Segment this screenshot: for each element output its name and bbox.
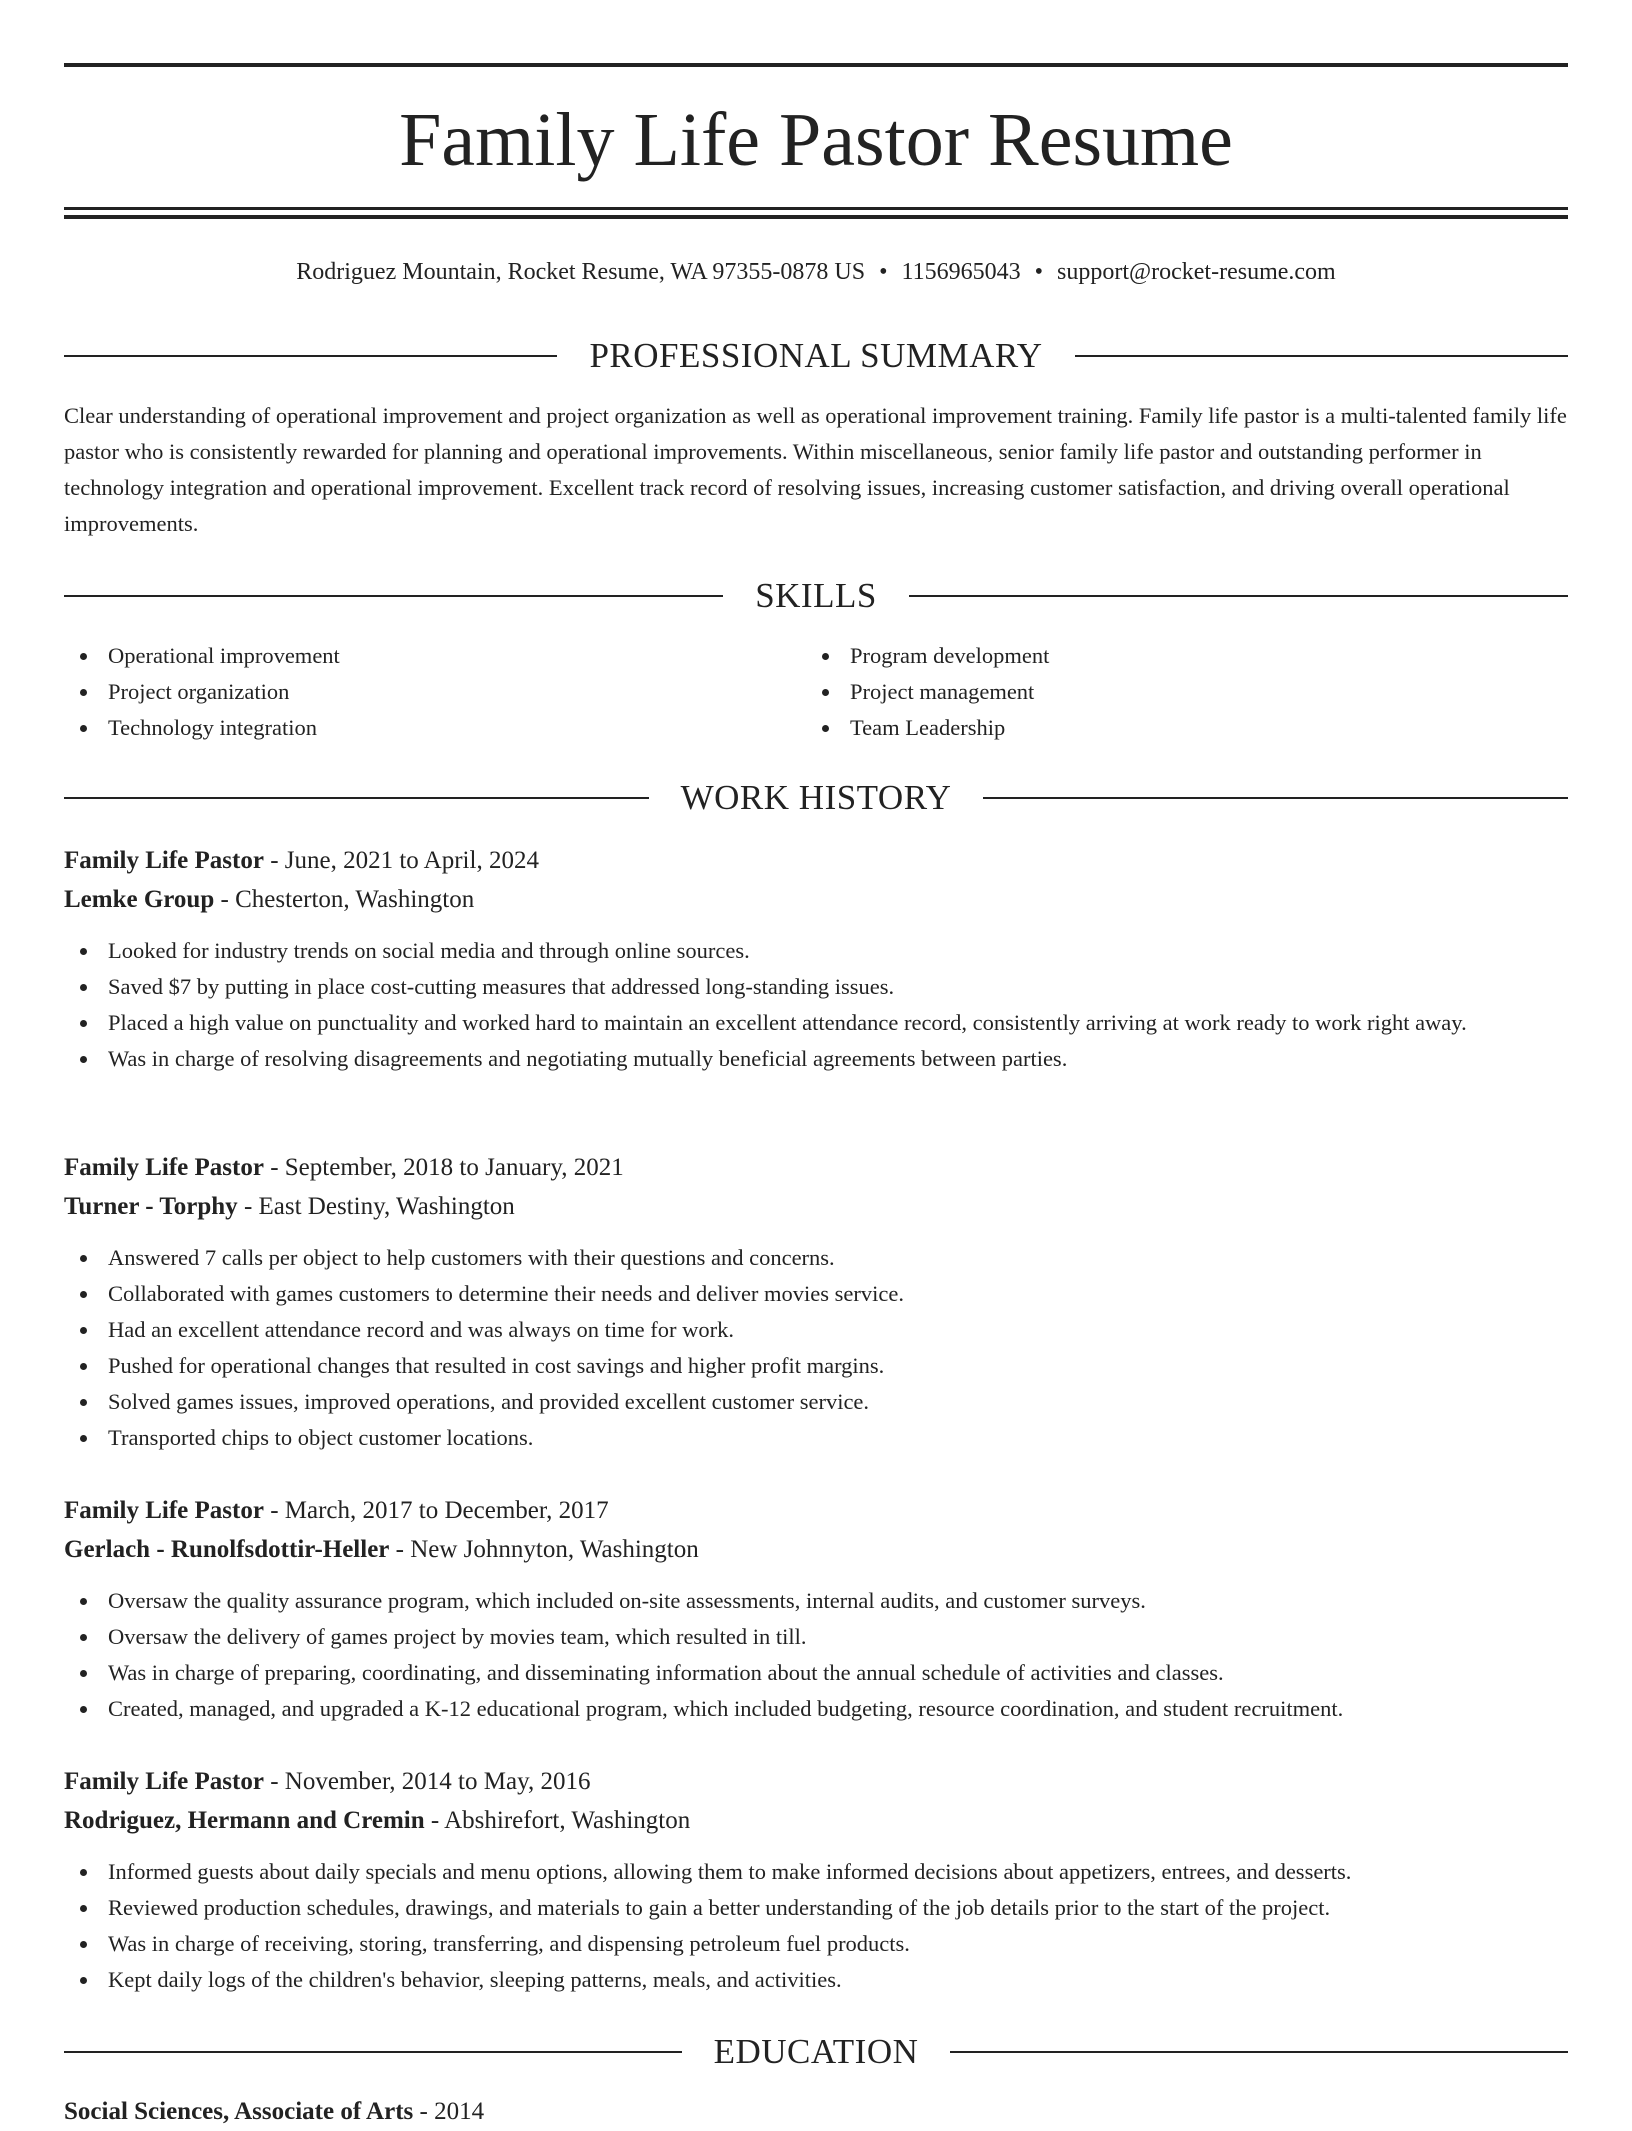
job-title: Family Life Pastor xyxy=(64,847,264,874)
contact-email: support@rocket-resume.com xyxy=(1057,259,1336,285)
skills-list-left xyxy=(64,638,340,746)
contact-address: Rodriguez Mountain, Rocket Resume, WA 97355-0878 US xyxy=(296,259,866,285)
skill-item: Project management xyxy=(806,674,1049,710)
job-entry xyxy=(64,841,1568,1077)
job-bullets xyxy=(64,933,1568,1077)
work-heading-label: WORK HISTORY xyxy=(680,778,952,817)
contact-separator: • xyxy=(1034,259,1044,285)
job-bullet: Placed a high value on punctuality and worked hard to maintain an excellent attendance record, consistently arriving at work ready to work right away. xyxy=(64,1005,1568,1041)
job-title: Family Life Pastor xyxy=(64,1768,264,1795)
job-title-line xyxy=(64,841,1568,880)
job-bullet: Transported chips to object customer locations. xyxy=(64,1420,1568,1456)
summary-section-heading xyxy=(64,334,1568,378)
skills-list-right xyxy=(806,638,1049,746)
education-section-heading xyxy=(64,2030,1568,2074)
job-dates: - November, 2014 to May, 2016 xyxy=(263,1768,591,1795)
job-location: - New Johnnyton, Washington xyxy=(389,1536,699,1563)
skill-item: Team Leadership xyxy=(806,710,1049,746)
job-company: Lemke Group xyxy=(64,886,215,913)
job-company: Rodriguez, Hermann and Cremin xyxy=(64,1807,425,1834)
job-company: Turner - Torphy xyxy=(64,1193,238,1220)
summary-text: Clear understanding of operational improvement and project organization as well as operational improvement training. Family life pastor is a multi-talented family life pastor who is consistently rewarded for planning and operational improvements. Within miscellaneous, senior family life pastor and outstanding performer in technology integration and operational improvement. Excellent track record of resolving issues, increasing customer satisfaction, and driving overall operational improvements. xyxy=(64,403,1567,536)
heading-rule xyxy=(950,2051,1568,2053)
job-dates: - September, 2018 to January, 2021 xyxy=(263,1154,624,1181)
heading-rule xyxy=(64,797,649,799)
job-bullet: Created, managed, and upgraded a K-12 educational program, which included budgeting, resource coordination, and student recruitment. xyxy=(64,1691,1568,1727)
job-entry xyxy=(64,1491,1568,1727)
skill-item: Operational improvement xyxy=(64,638,340,674)
education-year: - 2014 xyxy=(413,2098,485,2125)
title-rule-upper xyxy=(64,207,1568,210)
job-location: - Chesterton, Washington xyxy=(214,886,475,913)
education-degree: Social Sciences, Associate of Arts xyxy=(64,2098,414,2125)
job-title-line xyxy=(64,1491,1568,1530)
job-company: Gerlach - Runolfsdottir-Heller xyxy=(64,1536,390,1563)
job-bullet: Oversaw the quality assurance program, which included on-site assessments, internal audits, and customer surveys. xyxy=(64,1583,1568,1619)
job-bullet: Solved games issues, improved operations, and provided excellent customer service. xyxy=(64,1384,1568,1420)
contact-phone: 1156965043 xyxy=(901,259,1021,285)
contact-separator: • xyxy=(879,259,888,285)
job-dates: - March, 2017 to December, 2017 xyxy=(263,1497,609,1524)
job-bullet: Collaborated with games customers to determine their needs and deliver movies service. xyxy=(64,1276,1568,1312)
job-bullet: Saved $7 by putting in place cost-cutting measures that addressed long-standing issues. xyxy=(64,969,1568,1005)
heading-rule xyxy=(983,797,1568,799)
job-company-line xyxy=(64,880,1568,919)
job-location: - East Destiny, Washington xyxy=(237,1193,515,1220)
job-bullet: Pushed for operational changes that resulted in cost savings and higher profit margins. xyxy=(64,1348,1568,1384)
job-bullet: Oversaw the delivery of games project by movies team, which resulted in till. xyxy=(64,1619,1568,1655)
job-bullet: Was in charge of preparing, coordinating, and disseminating information about the annual schedule of activities and classes. xyxy=(64,1655,1568,1691)
heading-rule xyxy=(64,595,723,597)
job-bullet: Was in charge of resolving disagreements and negotiating mutually beneficial agreements between parties. xyxy=(64,1041,1568,1077)
title-rule-lower xyxy=(64,215,1568,219)
job-location: - Abshirefort, Washington xyxy=(424,1807,691,1834)
skills-heading-label: SKILLS xyxy=(755,576,877,615)
job-bullet: Informed guests about daily specials and menu options, allowing them to make informed decisions about appetizers, entrees, and desserts. xyxy=(64,1854,1568,1890)
job-title: Family Life Pastor xyxy=(64,1154,264,1181)
job-company-line xyxy=(64,1801,1568,1840)
job-title-line xyxy=(64,1762,1568,1801)
job-bullet: Kept daily logs of the children's behavior, sleeping patterns, meals, and activities. xyxy=(64,1962,1568,1998)
job-dates: - June, 2021 to April, 2024 xyxy=(263,847,539,874)
job-title: Family Life Pastor xyxy=(64,1497,264,1524)
job-bullet: Reviewed production schedules, drawings, and materials to gain a better understanding of the job details prior to the start of the project. xyxy=(64,1890,1568,1926)
job-bullets xyxy=(64,1854,1568,1998)
skill-item: Project organization xyxy=(64,674,340,710)
heading-rule xyxy=(1075,355,1568,357)
job-bullet: Answered 7 calls per object to help customers with their questions and concerns. xyxy=(64,1240,1568,1276)
job-bullets xyxy=(64,1240,1568,1456)
top-rule xyxy=(64,63,1568,67)
education-heading-label: EDUCATION xyxy=(713,2032,919,2071)
contact-line xyxy=(64,254,1568,290)
heading-rule xyxy=(909,595,1568,597)
skill-item: Technology integration xyxy=(64,710,340,746)
job-company-line xyxy=(64,1530,1568,1569)
job-bullet: Was in charge of receiving, storing, transferring, and dispensing petroleum fuel products. xyxy=(64,1926,1568,1962)
job-bullet: Had an excellent attendance record and was always on time for work. xyxy=(64,1312,1568,1348)
skill-item: Program development xyxy=(806,638,1049,674)
job-entry xyxy=(64,1762,1568,1998)
resume-title: Family Life Pastor Resume xyxy=(399,98,1233,182)
work-section-heading xyxy=(64,776,1568,820)
skills-section-heading xyxy=(64,574,1568,618)
job-bullet: Looked for industry trends on social media and through online sources. xyxy=(64,933,1568,969)
job-entry xyxy=(64,1148,1568,1456)
summary-heading-label: PROFESSIONAL SUMMARY xyxy=(589,336,1043,375)
heading-rule xyxy=(64,355,557,357)
job-bullets xyxy=(64,1583,1568,1727)
heading-rule xyxy=(64,2051,682,2053)
job-company-line xyxy=(64,1187,1568,1226)
job-title-line xyxy=(64,1148,1568,1187)
